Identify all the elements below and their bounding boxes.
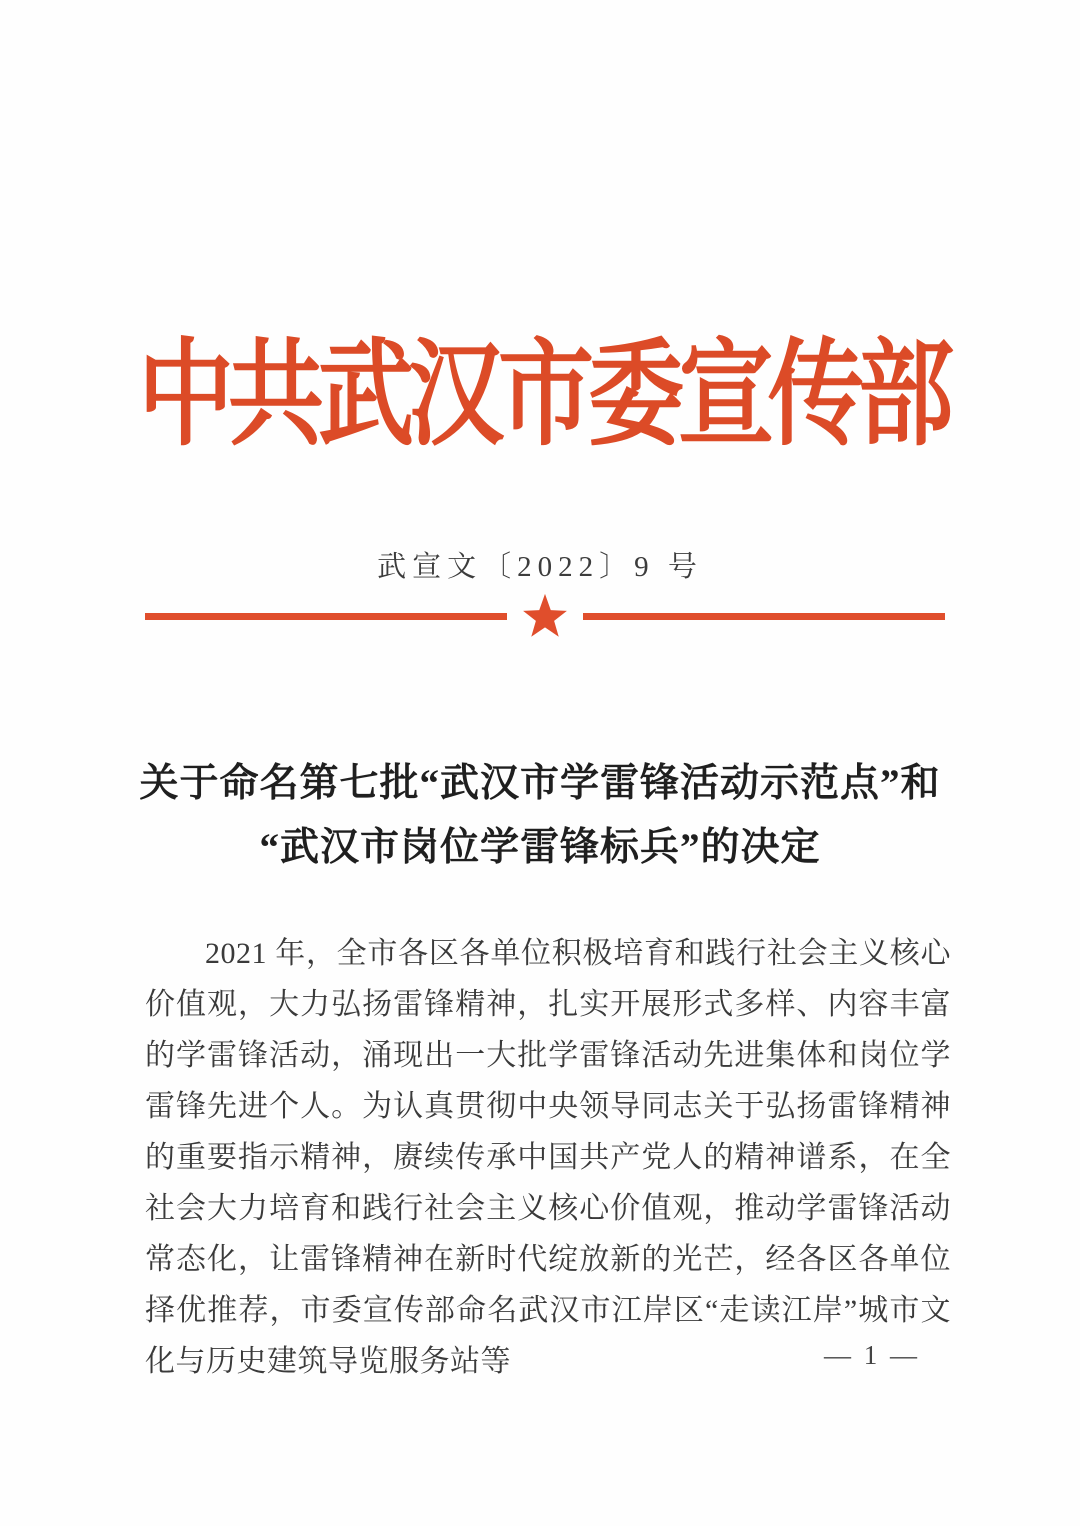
red-star-icon — [520, 592, 570, 640]
page-number: — 1 — — [824, 1340, 920, 1370]
document-title-line2: “武汉市岗位学雷锋标兵”的决定 — [259, 826, 821, 869]
document-title — [0, 752, 1080, 880]
document-title-line1: 关于命名第七批“武汉市学雷锋活动示范点”和 — [139, 762, 941, 805]
divider-line-left — [145, 613, 507, 620]
body-paragraph: 2021 年，全市各区各单位积极培育和践行社会主义核心价值观，大力弘扬雷锋精神，扎实开展形式多样、内容丰富的学雷锋活动，涌现出一大批学雷锋活动先进集体和岗位学雷锋先进个人。为认真贯彻中央领导同志关于弘扬雷锋精神的重要指示精神，赓续传承中国共产党人的精神谱系，在全社会大力培育和践行社会主义核心价值观，推动学雷锋活动常态化，让雷锋精神在新时代绽放新的光芒，经各区各单位择优推荐，市委宣传部命名武汉市江岸区“走读江岸”城市文化与历史建筑导览服务站等 — [145, 937, 951, 1378]
divider-line-right — [583, 613, 945, 620]
agency-masthead-title: 中共武汉市委宣传部 — [138, 330, 948, 460]
document-number: 武宣文〔2022〕9 号 — [377, 551, 703, 583]
red-divider — [145, 592, 945, 640]
